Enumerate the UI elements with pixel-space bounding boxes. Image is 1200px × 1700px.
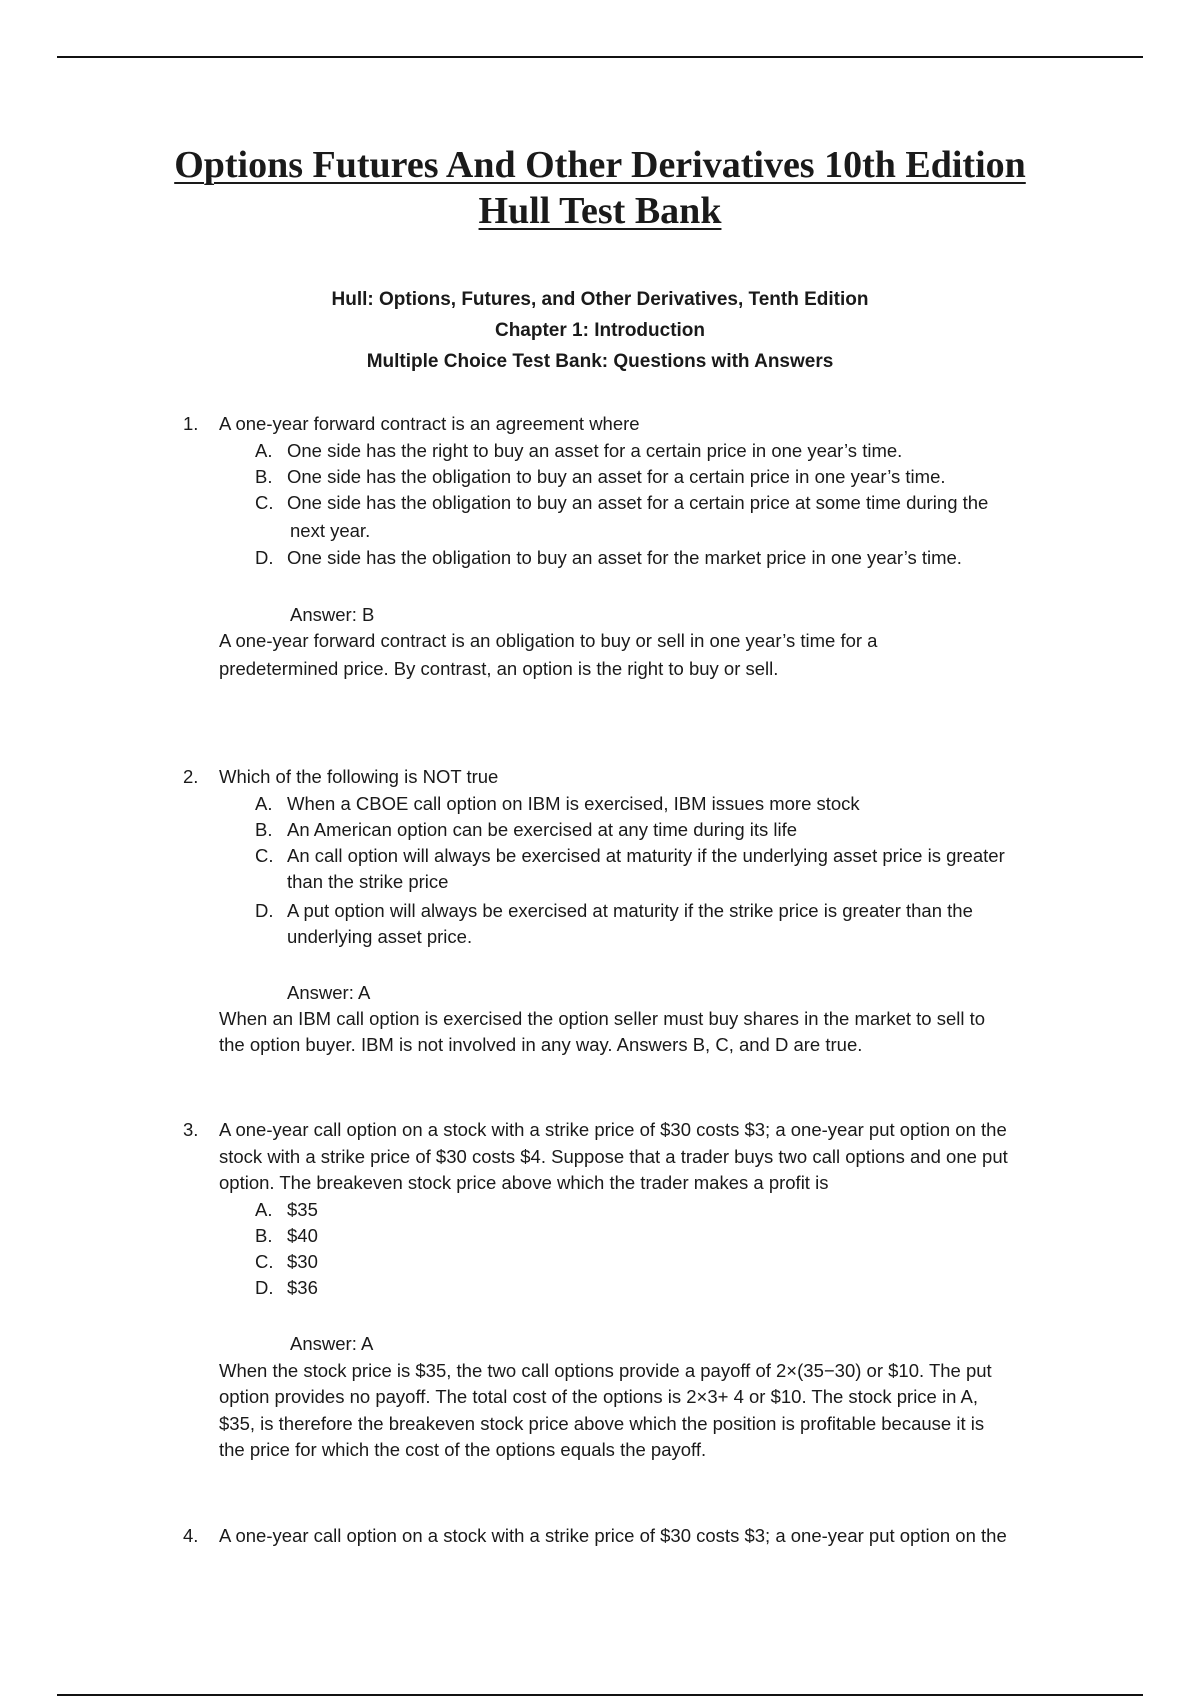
option-text: $40 (287, 1225, 318, 1246)
option-letter: D. (255, 547, 274, 568)
answer-label: Answer: A (287, 982, 371, 1003)
question-stem: A one-year call option on a stock with a strike price of $30 costs $3; a one-year put option on the (219, 1525, 1007, 1546)
option-letter: B. (255, 819, 273, 840)
explanation-text: option provides no payoff. The total cost of the options is 2×3+ 4 or $10. The stock price in A, (219, 1386, 978, 1407)
option-text: One side has the obligation to buy an asset for a certain price at some time during the (287, 492, 989, 513)
option-letter: C. (255, 1251, 274, 1272)
question-stem: Which of the following is NOT true (219, 766, 499, 787)
option-letter: D. (255, 1277, 274, 1298)
explanation-text: predetermined price. By contrast, an option is the right to buy or sell. (219, 658, 779, 679)
option-letter: A. (255, 440, 273, 461)
explanation-text: When an IBM call option is exercised the option seller must buy shares in the market to sell to (219, 1008, 986, 1029)
subtitle-chapter: Chapter 1: Introduction (494, 320, 706, 341)
question-number: 3. (183, 1119, 199, 1140)
title-line-1: Options Futures And Other Derivatives 10th Edition (174, 144, 1026, 186)
option-text: than the strike price (287, 871, 449, 892)
answer-label: Answer: B (290, 604, 375, 625)
option-text: One side has the obligation to buy an asset for the market price in one year’s time. (287, 547, 962, 568)
top-rule (57, 56, 1143, 58)
option-text: underlying asset price. (287, 926, 473, 947)
question-stem: stock with a strike price of $30 costs $4. Suppose that a trader buys two call options and one put (219, 1146, 1008, 1167)
question-stem: option. The breakeven stock price above which the trader makes a profit is (219, 1172, 829, 1193)
document-subtitle (0, 284, 1200, 377)
document-title (0, 142, 1200, 234)
answer-label: Answer: A (290, 1333, 374, 1354)
bottom-rule (57, 1694, 1143, 1696)
question-stem: A one-year call option on a stock with a strike price of $30 costs $3; a one-year put option on the (219, 1119, 1007, 1140)
option-letter: C. (255, 492, 274, 513)
option-text: $35 (287, 1199, 318, 1220)
option-text: An American option can be exercised at any time during its life (287, 819, 798, 840)
option-letter: B. (255, 466, 273, 487)
question-stem: A one-year forward contract is an agreement where (219, 413, 640, 434)
question-number: 4. (183, 1525, 199, 1546)
option-letter: C. (255, 845, 274, 866)
explanation-text: When the stock price is $35, the two call options provide a payoff of 2×(35−30) or $10. The put (219, 1360, 992, 1381)
title-line-2: Hull Test Bank (478, 190, 722, 232)
explanation-text: $35, is therefore the breakeven stock price above which the position is profitable because it is (219, 1413, 985, 1434)
option-text: next year. (290, 520, 371, 541)
subtitle-book: Hull: Options, Futures, and Other Derivatives, Tenth Edition (331, 289, 869, 310)
question-number: 1. (183, 413, 199, 434)
explanation-text: the option buyer. IBM is not involved in any way. Answers B, C, and D are true. (219, 1034, 863, 1055)
question-number: 2. (183, 766, 199, 787)
option-text: One side has the obligation to buy an asset for a certain price in one year’s time. (287, 466, 946, 487)
option-letter: A. (255, 793, 273, 814)
option-text: $36 (287, 1277, 318, 1298)
option-letter: B. (255, 1225, 273, 1246)
option-text: $30 (287, 1251, 318, 1272)
option-letter: A. (255, 1199, 273, 1220)
option-text: An call option will always be exercised at maturity if the underlying asset price is greater (287, 845, 1005, 866)
explanation-text: the price for which the cost of the options equals the payoff. (219, 1439, 707, 1460)
subtitle-test-bank: Multiple Choice Test Bank: Questions with Answers (366, 351, 834, 372)
option-text: One side has the right to buy an asset for a certain price in one year’s time. (287, 440, 903, 461)
explanation-text: A one-year forward contract is an obligation to buy or sell in one year’s time for a (219, 630, 878, 651)
option-text: A put option will always be exercised at maturity if the strike price is greater than the (287, 900, 973, 921)
option-text: When a CBOE call option on IBM is exercised, IBM issues more stock (287, 793, 860, 814)
option-letter: D. (255, 900, 274, 921)
